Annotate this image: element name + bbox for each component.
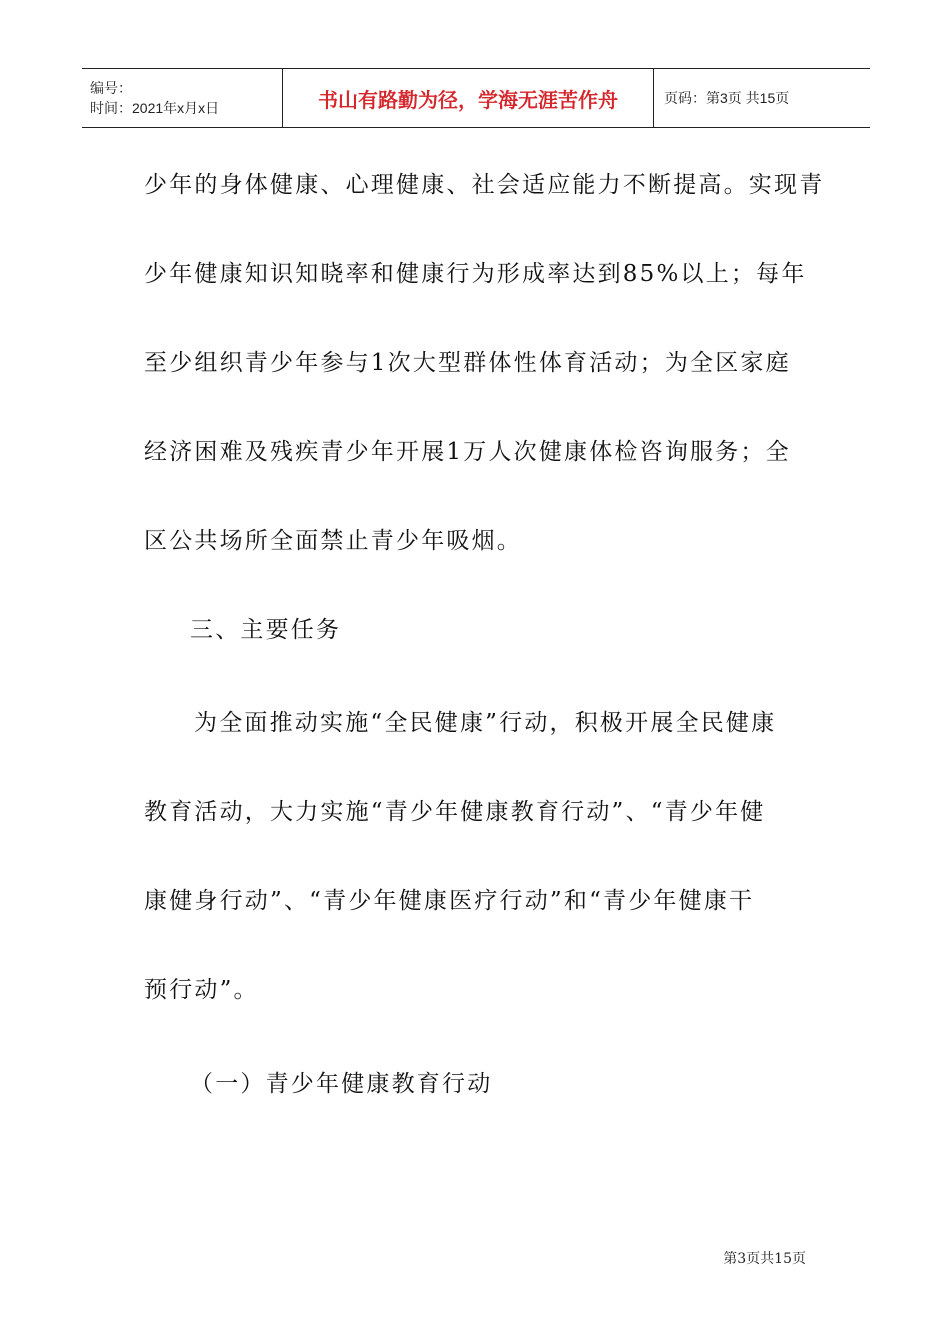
section-heading-main-tasks: 三、主要任务 [190, 617, 342, 643]
document-number-label: 编号： [90, 80, 132, 96]
body-line-5: 区公共场所全面禁止青少年吸烟。 [144, 528, 522, 554]
page-footer: 第3页共15页 [723, 1251, 806, 1267]
body-line-3: 至少组织青少年参与1次大型群体性体育活动；为全区家庭 [144, 350, 791, 376]
header-meta [82, 69, 282, 127]
header-motto: 书山有路勤为径，学海无涯苦作舟 [282, 69, 654, 127]
body-line-2: 少年健康知识知晓率和健康行为形成率达到85%以上；每年 [144, 261, 807, 287]
page-header [82, 68, 870, 128]
header-page-info: 页码：第3页 共15页 [664, 90, 790, 106]
body-line-4: 经济困难及残疾青少年开展1万人次健康体检咨询服务；全 [144, 439, 791, 465]
body-line-8: 教育活动，大力实施“青少年健康教育行动”、“青少年健 [144, 799, 766, 825]
body-line-10: 预行动”。 [144, 977, 259, 1003]
document-time-label: 时间：2021年x月x日 [90, 100, 220, 116]
subsection-heading-education: （一）青少年健康教育行动 [190, 1071, 493, 1097]
body-line-1: 少年的身体健康、心理健康、社会适应能力不断提高。实现青 [144, 172, 825, 198]
body-line-7: 为全面推动实施“全民健康”行动，积极开展全民健康 [194, 710, 777, 736]
body-line-9: 康健身行动”、“青少年健康医疗行动”和“青少年健康干 [144, 888, 755, 914]
